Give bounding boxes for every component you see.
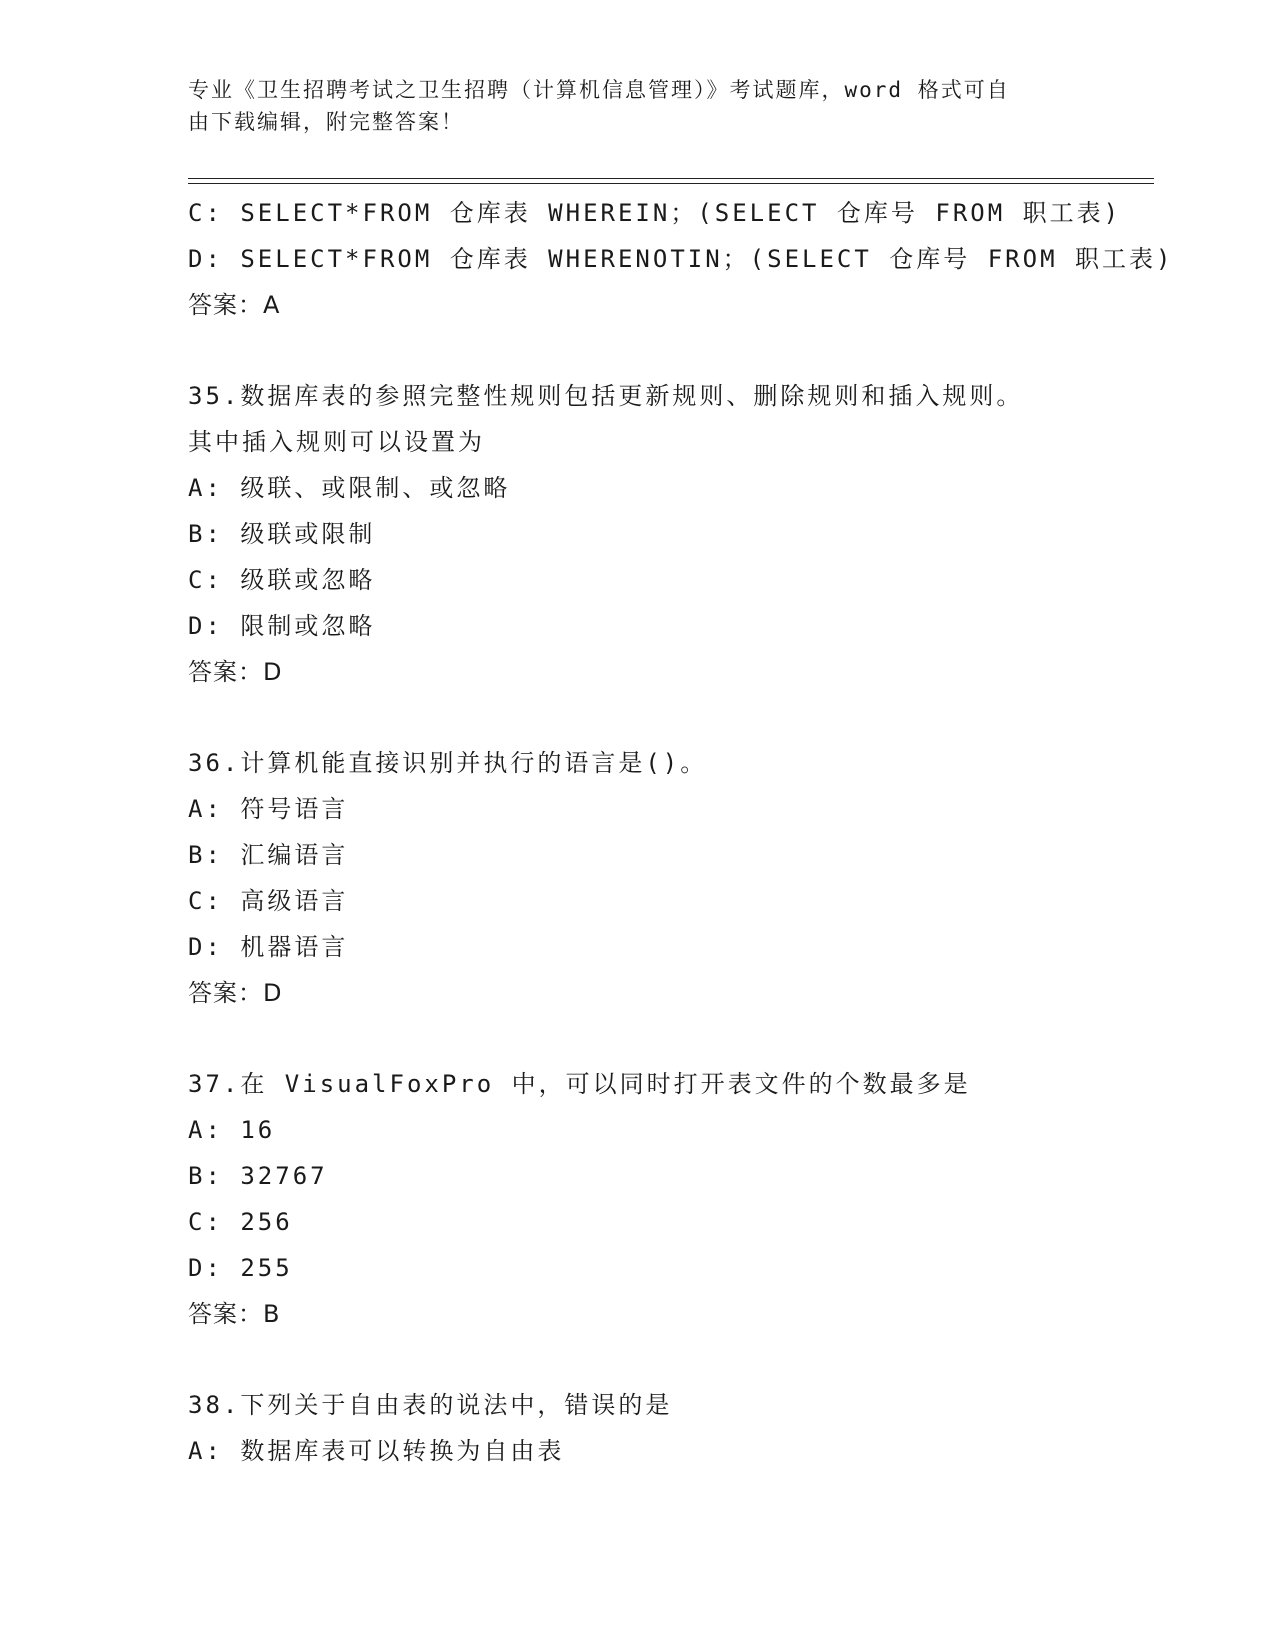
question-stem: 38.下列关于自由表的说法中，错误的是 (188, 1391, 673, 1419)
question-stem: 35.数据库表的参照完整性规则包括更新规则、删除规则和插入规则。 (188, 382, 1024, 410)
question-stem: 37.在 VisualFoxPro 中，可以同时打开表文件的个数最多是 (188, 1070, 971, 1098)
spacer (188, 695, 1148, 740)
option-d: D: 255 (188, 1254, 293, 1282)
option-a: A: 数据库表可以转换为自由表 (188, 1437, 565, 1465)
option-c: C: 级联或忽略 (188, 566, 376, 594)
spacer (188, 1337, 1148, 1382)
option-a: A: 符号语言 (188, 795, 349, 823)
answer: 答案：D (188, 979, 283, 1007)
option-a: A: 16 (188, 1116, 276, 1144)
option-c: C: 256 (188, 1208, 293, 1236)
header-rule-top (188, 178, 1154, 179)
option-d: D: 机器语言 (188, 933, 349, 961)
question-37 (188, 1061, 1148, 1337)
option-b: B: 32767 (188, 1162, 328, 1190)
option-c: C: SELECT*FROM 仓库表 WHEREIN；(SELECT 仓库号 FROM 职工表) (188, 199, 1122, 227)
question-stem-continued: 其中插入规则可以设置为 (188, 428, 485, 456)
option-b: B: 级联或限制 (188, 520, 376, 548)
question-35 (188, 373, 1148, 695)
answer: 答案：A (188, 291, 281, 319)
question-38 (188, 1382, 1148, 1474)
header-line-2: 由下载编辑，附完整答案！ (188, 110, 464, 134)
option-d: D: SELECT*FROM 仓库表 WHERENOTIN；(SELECT 仓库号 FROM 职工表) (188, 245, 1174, 273)
option-c: C: 高级语言 (188, 887, 349, 915)
header-line-1: 专业《卫生招聘考试之卫生招聘（计算机信息管理）》考试题库，word 格式可自 (188, 78, 1010, 102)
question-36 (188, 740, 1148, 1016)
option-a: A: 级联、或限制、或忽略 (188, 474, 511, 502)
option-d: D: 限制或忽略 (188, 612, 376, 640)
question-list (188, 190, 1174, 1474)
spacer (188, 1016, 1148, 1061)
header-rule-bottom (188, 183, 1154, 184)
question-34 (188, 190, 1174, 328)
option-b: B: 汇编语言 (188, 841, 349, 869)
question-stem: 36.计算机能直接识别并执行的语言是()。 (188, 749, 708, 777)
spacer (188, 328, 1148, 373)
answer: 答案：B (188, 1300, 281, 1328)
document-header (188, 74, 1068, 138)
answer: 答案：D (188, 658, 283, 686)
